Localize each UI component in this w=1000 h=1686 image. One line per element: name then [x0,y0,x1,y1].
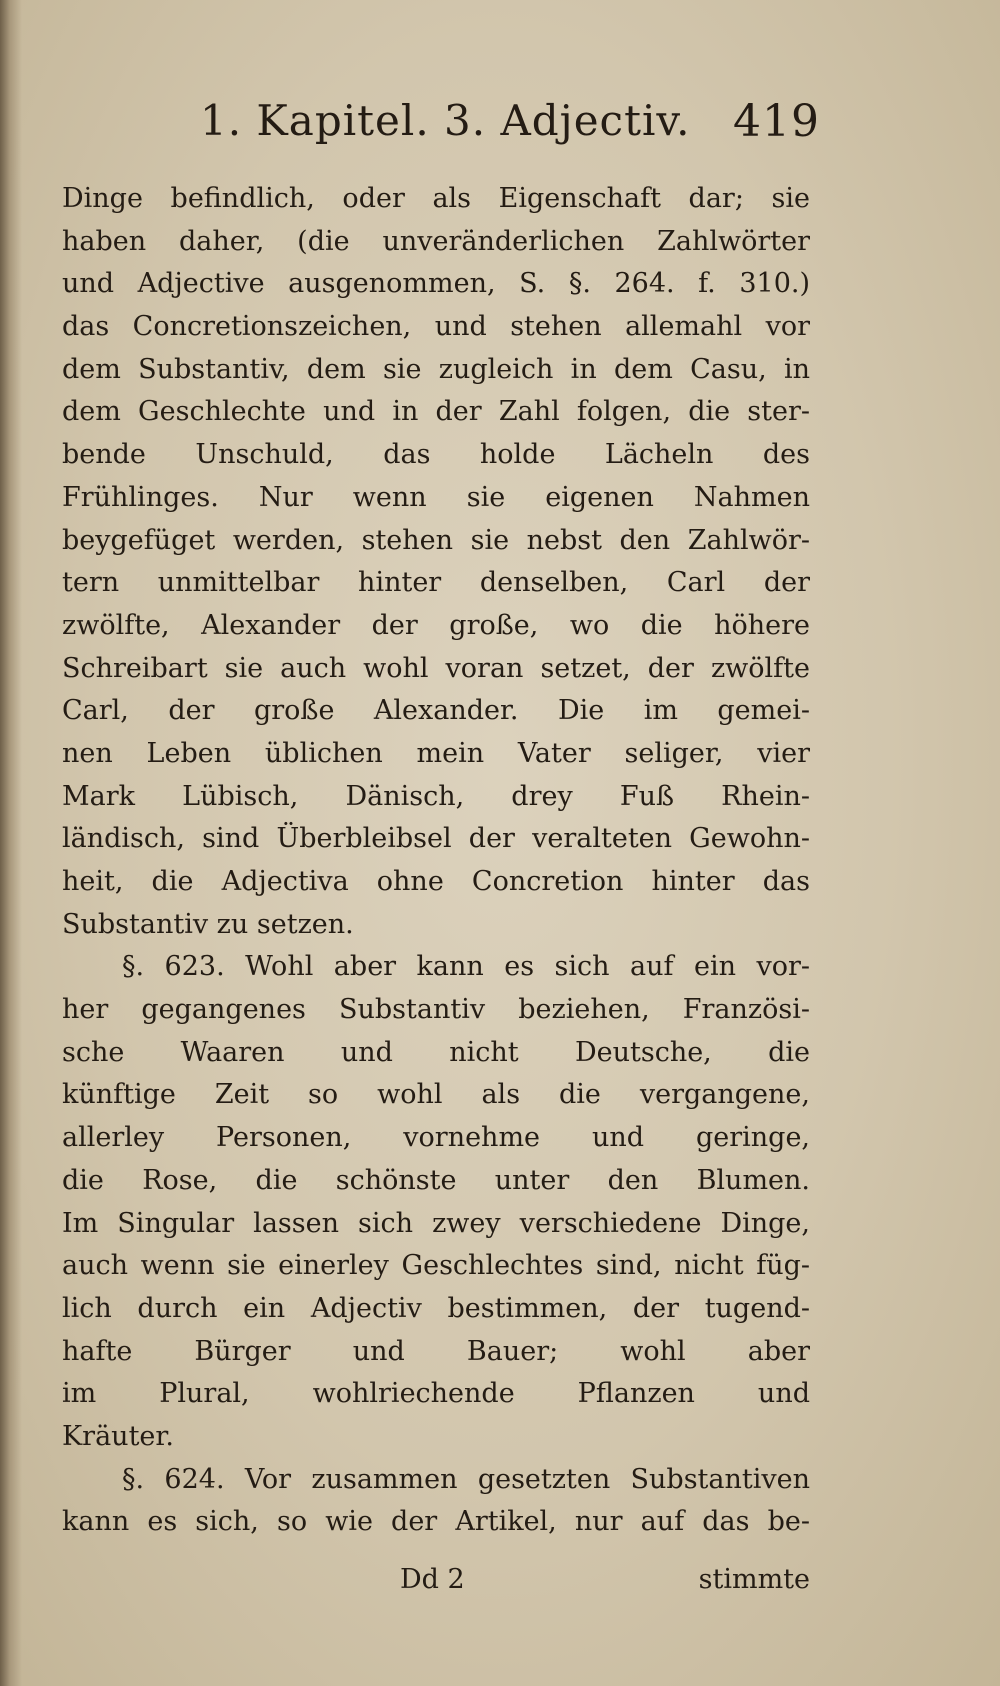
text-line: nen Leben üblichen mein Vater seliger, vier [62,737,810,769]
text-line: Dinge befindlich, oder als Eigenschaft dar; sie [62,183,810,214]
text-line: sche Waaren und nicht Deutsche, die [62,1036,810,1068]
text-line: Frühlinges. Nur wenn sie eigenen Nahmen [62,481,810,513]
text-line: kann es sich, so wie der Artikel, nur auf das be- [62,1506,810,1538]
text-line: ländisch, sind Überbleibsel der veralteten Gewohn- [62,823,810,855]
text-line: beygefüget werden, stehen sie nebst den Zahlwör- [62,524,810,556]
text-line: her gegangenes Substantiv beziehen, Französi- [62,994,810,1026]
paragraph-624-start: §. 624. Vor zusammen gesetzten Substantiven [122,1463,810,1495]
catchword: stimmte [698,1564,810,1595]
text-line: Kräuter. [62,1420,174,1452]
page-number: 419 [733,96,820,147]
text-line: künftige Zeit so wohl als die vergangene, [62,1079,810,1111]
text-line: im Plural, wohlriechende Pflanzen und [62,1378,810,1410]
body-text [62,178,810,1544]
text-line: dem Geschlechte und in der Zahl folgen, die ster- [62,396,810,428]
text-line: zwölfte, Alexander der große, wo die höhere [62,609,810,641]
text-line: und Adjective ausgenommen, S. §. 264. f. 310.) [62,268,810,300]
text-line: die Rose, die schönste unter den Blumen. [62,1164,810,1196]
text-line: Mark Lübisch, Dänisch, drey Fuß Rhein- [62,780,810,812]
text-line: allerley Personen, vornehme und geringe, [62,1122,810,1154]
text-line: lich durch ein Adjectiv bestimmen, der tugend- [62,1292,810,1324]
text-line: dem Substantiv, dem sie zugleich in dem Casu, in [62,353,810,385]
signature-mark: Dd 2 [400,1564,465,1595]
text-line: bende Unschuld, das holde Lächeln des [62,439,810,471]
text-line: Carl, der große Alexander. Die im gemei- [62,695,810,727]
text-line: auch wenn sie einerley Geschlechtes sind, nicht füg- [62,1250,810,1282]
page-footer [62,1564,810,1614]
text-line: das Concretionszeichen, und stehen allemahl vor [62,311,810,343]
text-line: Substantiv zu setzen. [62,908,354,940]
text-line: Im Singular lassen sich zwey verschiedene Dinge, [62,1207,810,1239]
text-line: haben daher, (die unveränderlichen Zahlwörter [62,225,810,257]
text-line: tern unmittelbar hinter denselben, Carl der [62,567,810,599]
page-edge-shadow [0,0,22,1686]
running-header [200,96,820,156]
text-line: hafte Bürger und Bauer; wohl aber [62,1335,810,1367]
chapter-title: 1. Kapitel. 3. Adjectiv. [200,96,691,145]
text-line: heit, die Adjectiva ohne Concretion hinter das [62,866,810,897]
text-line: Schreibart sie auch wohl voran setzet, der zwölfte [62,652,810,684]
paragraph-623-start: §. 623. Wohl aber kann es sich auf ein vor- [122,951,810,983]
